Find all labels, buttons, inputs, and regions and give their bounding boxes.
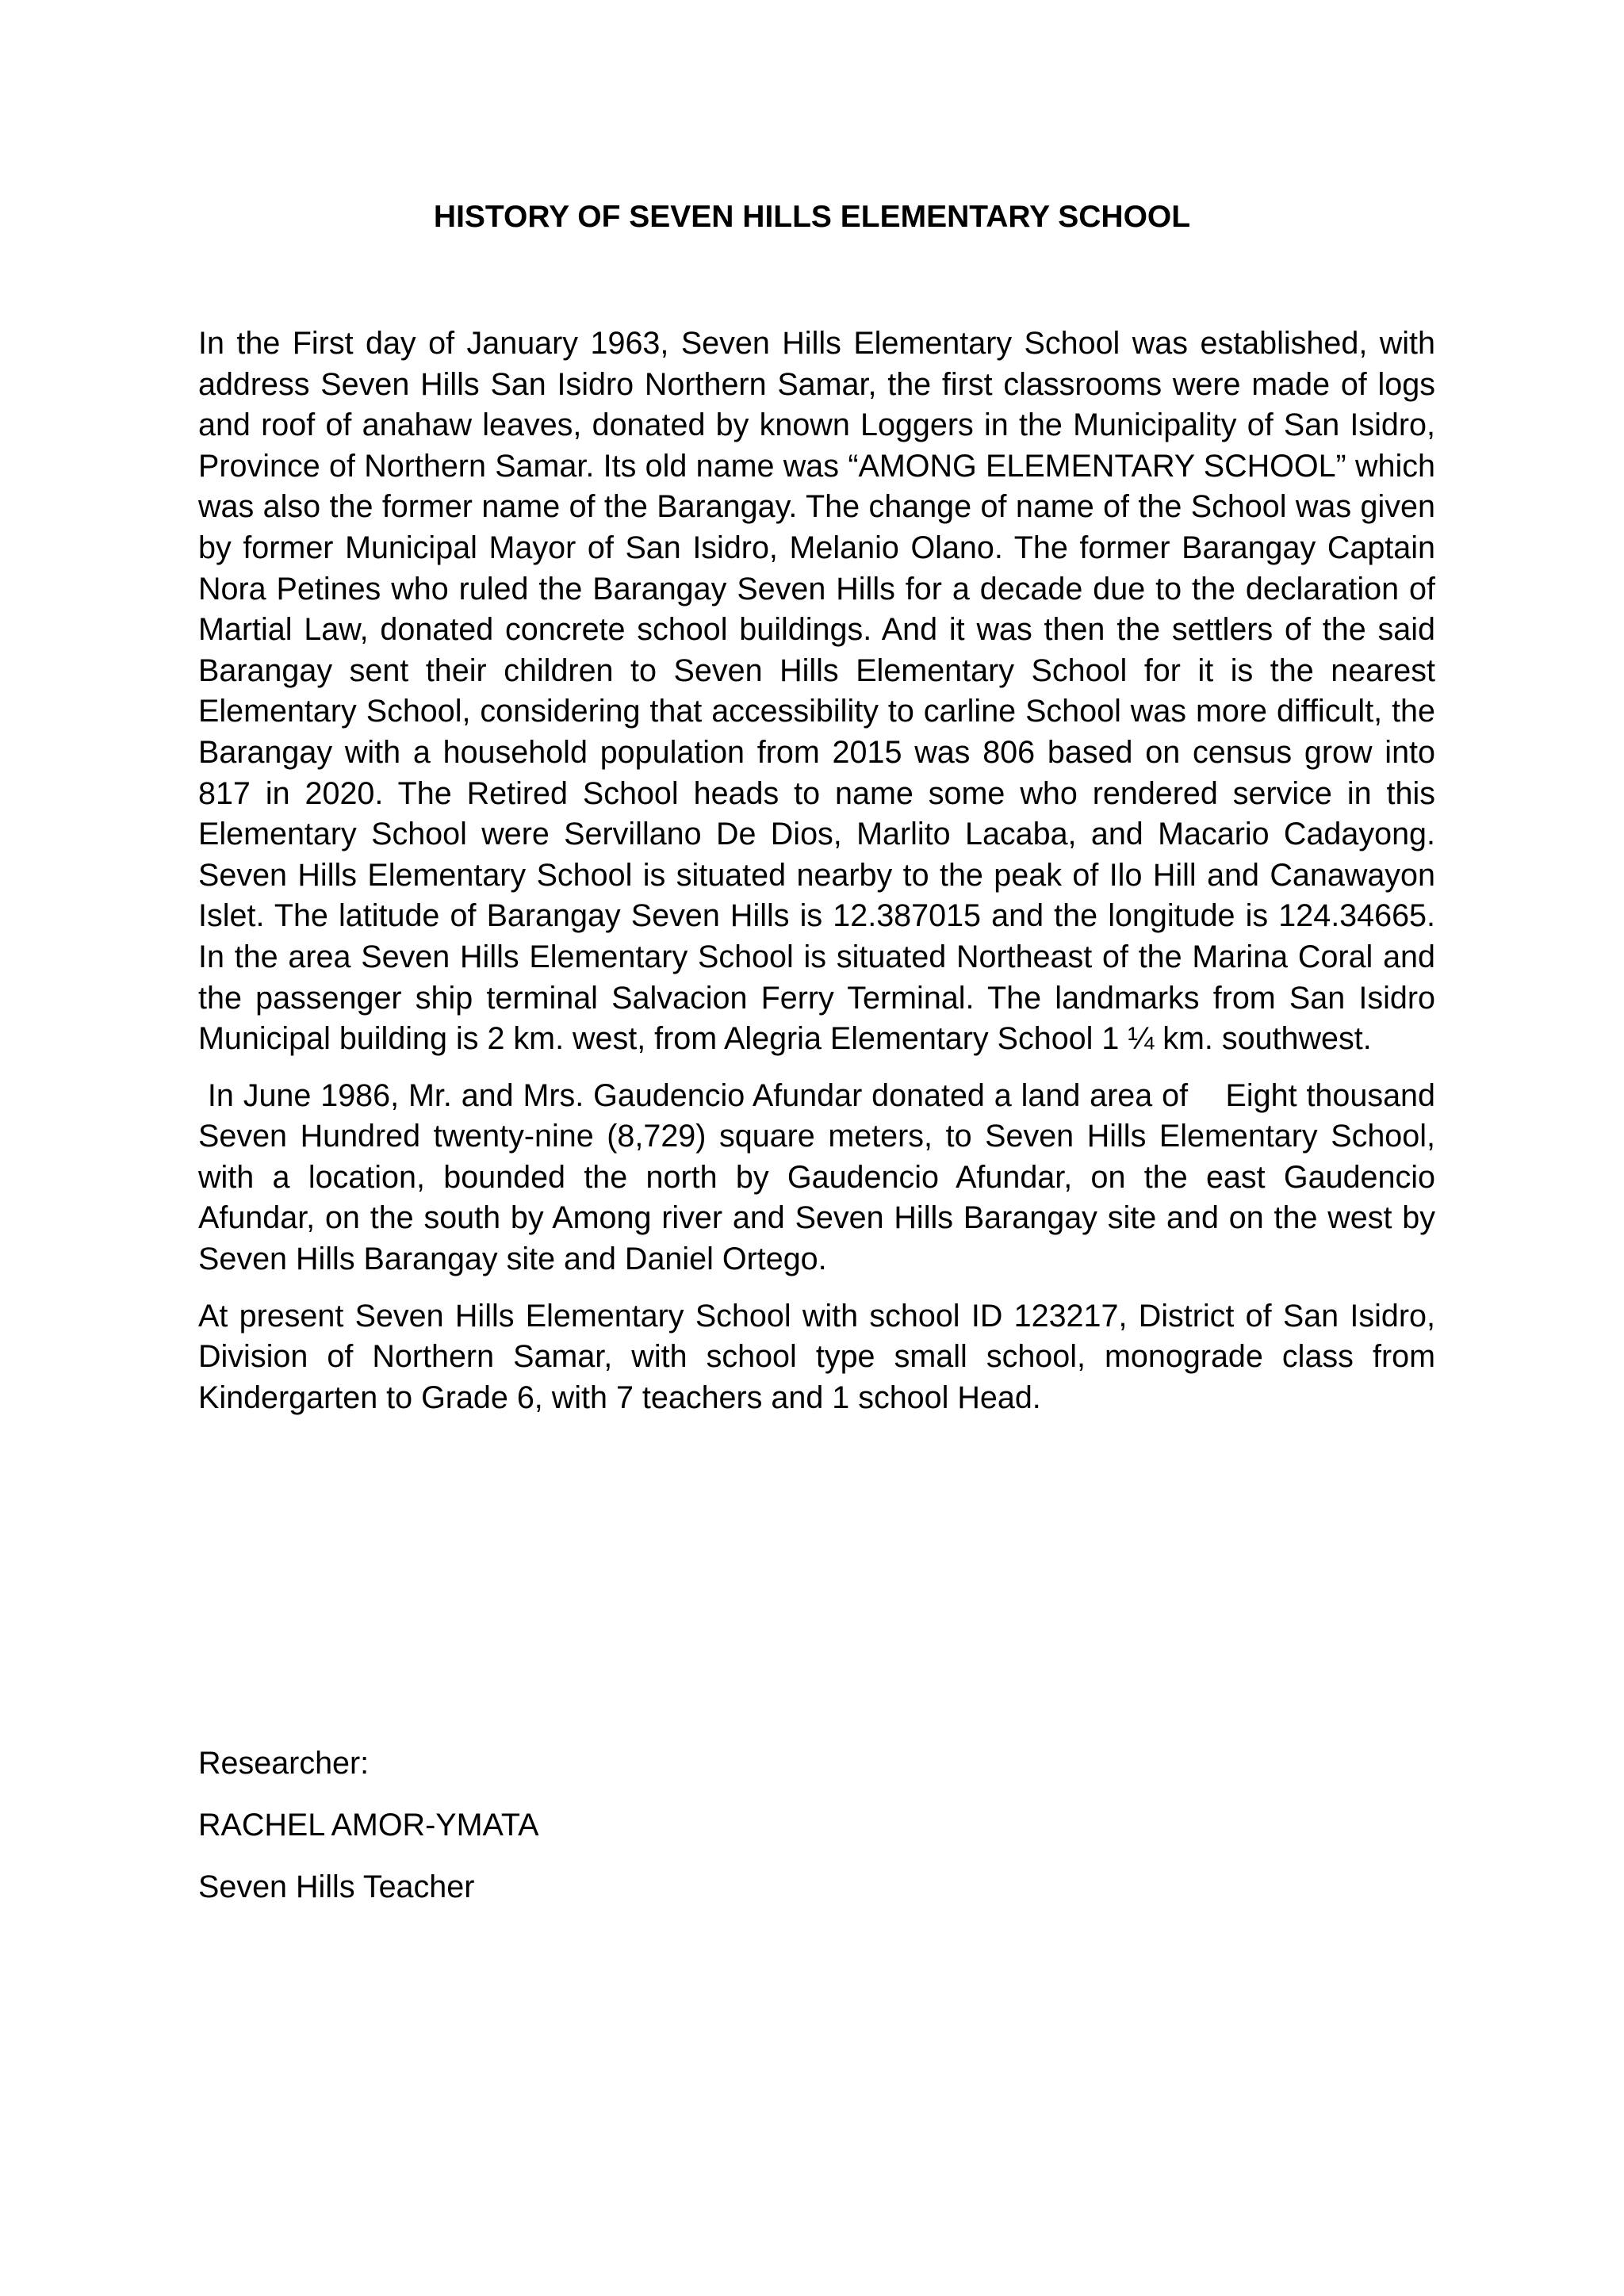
document-body bbox=[198, 323, 1444, 1434]
researcher-name: RACHEL AMOR-YMATA bbox=[198, 1808, 539, 1843]
paragraph-history: In the First day of January 1963, Seven Hills Elementary School was established, with address Seven Hills San Isidro Northern Samar, the first classrooms were made of logs and roof of anahaw leaves, donated by known Loggers in the Municipality of San Isidro, Province of Northern Samar. Its old name was “AMONG ELEMENTARY SCHOOL” which was also the former name of the Barangay. The change of name of the School was given by former Municipal Mayor of San Isidro, Melanio Olano. The former Barangay Captain Nora Petines who ruled the Barangay Seven Hills for a decade due to the declaration of Martial Law, donated concrete school buildings. And it was then the settlers of the said Barangay sent their children to Seven Hills Elementary School for it is the nearest Elementary School, considering that accessibility to carline School was more difficult, the Barangay with a household population from 2015 was 806 based on census grow into 817 in 2020. The Retired School heads to name some who rendered service in this Elementary School were Servillano De Dios, Marlito Lacaba, and Macario Cadayong. Seven Hills Elementary School is situated nearby to the peak of Ilo Hill and Canawayon Islet. The latitude of Barangay Seven Hills is 12.387015 and the longitude is 124.34665. In the area Seven Hills Elementary School is situated Northeast of the Marina Coral and the passenger ship terminal Salvacion Ferry Terminal. The landmarks from San Isidro Municipal building is 2 km. west, from Alegria Elementary School 1 ¼ km. southwest. bbox=[198, 326, 1435, 1057]
signature-block bbox=[198, 1743, 991, 1928]
researcher-label: Researcher: bbox=[198, 1746, 370, 1781]
document-title: HISTORY OF SEVEN HILLS ELEMENTARY SCHOOL bbox=[433, 200, 1191, 234]
researcher-role: Seven Hills Teacher bbox=[198, 1869, 475, 1904]
paragraph-land-donation: In June 1986, Mr. and Mrs. Gaudencio Afundar donated a land area of Eight thousand Seven Hundred twenty-nine (8,729) square meters, to Seven Hills Elementary School, with a location, bounded the north by Gaudencio Afundar, on the east Gaudencio Afundar, on the south by Among river and Seven Hills Barangay site and on the west by Seven Hills Barangay site and Daniel Ortego. bbox=[198, 1077, 1444, 1277]
paragraph-present: At present Seven Hills Elementary School with school ID 123217, District of San Isidro, Division of Northern Samar, with school type small school, monograde class from Kindergarten to Grade 6, with 7 teachers and 1 school Head. bbox=[198, 1298, 1435, 1415]
